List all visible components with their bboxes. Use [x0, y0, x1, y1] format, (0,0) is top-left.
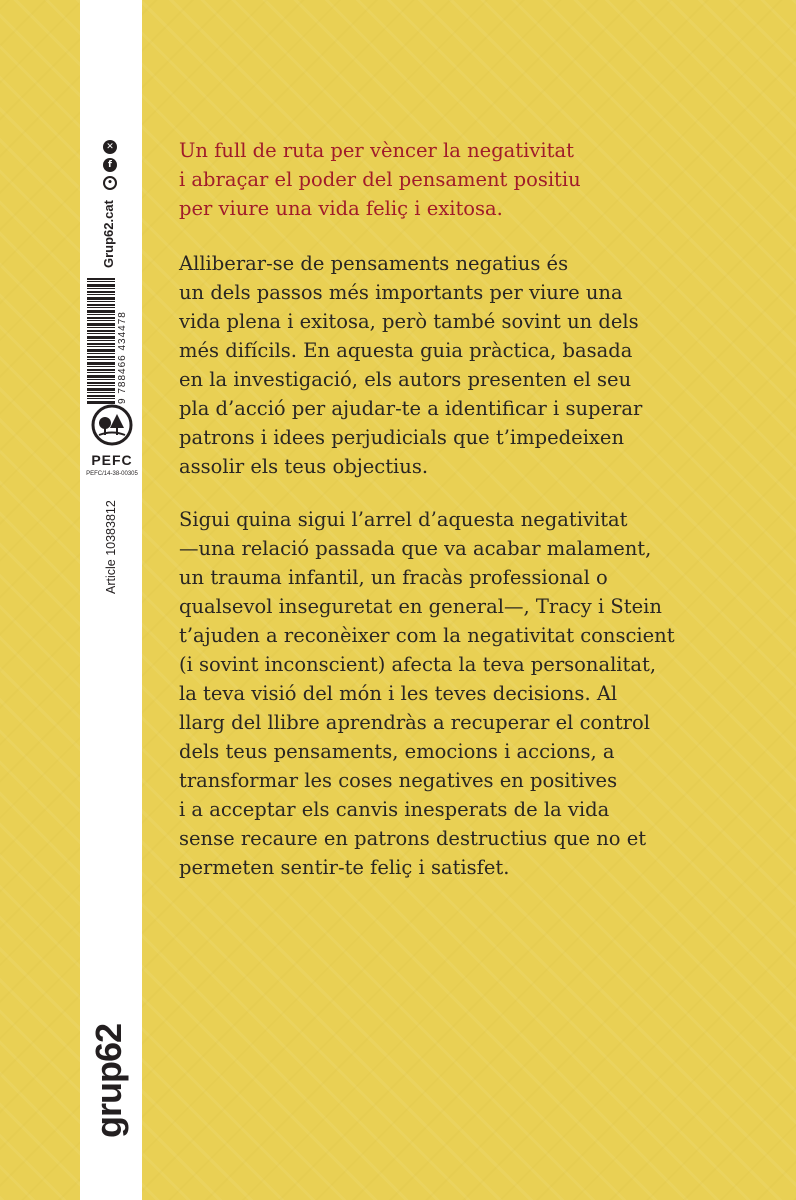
- paragraph-line: patrons i idees perjudicials que t’impedeixen: [179, 426, 625, 449]
- tagline-line: i abraçar el poder del pensament positiu: [179, 168, 581, 191]
- pefc-logo-icon: [91, 404, 133, 446]
- pefc-certification: [84, 404, 140, 484]
- paragraph-1: [179, 249, 779, 481]
- tagline: [179, 136, 779, 223]
- paragraph-line: dels teus pensaments, emocions i accions, a: [179, 740, 615, 763]
- article-number: Article 10383812: [104, 500, 118, 594]
- paragraph-line: i a acceptar els canvis inesperats de la vida: [179, 798, 610, 821]
- pefc-label: PEFC: [91, 452, 133, 468]
- facebook-icon: f: [103, 158, 117, 172]
- instagram-icon: •: [103, 176, 117, 190]
- barcode-bars: [87, 278, 115, 404]
- paragraph-line: un trauma infantil, un fracàs professional o: [179, 566, 608, 589]
- paragraph-line: pla d’acció per ajudar-te a identificar i superar: [179, 397, 643, 420]
- paragraph-line: llarg del llibre aprendràs a recuperar el control: [179, 711, 650, 734]
- left-cover-strip: [0, 0, 80, 1200]
- paragraph-line: qualsevol inseguretat en general—, Tracy i Stein: [179, 595, 662, 618]
- website-label: Grup62.cat: [101, 200, 116, 268]
- tagline-line: Un full de ruta per vèncer la negativitat: [179, 139, 574, 162]
- paragraph-line: un dels passos més importants per viure una: [179, 281, 623, 304]
- paragraph-line: t’ajuden a reconèixer com la negativitat conscient: [179, 624, 675, 647]
- paragraph-line: sense recaure en patrons destructius que no et: [179, 827, 647, 850]
- publisher-logo: grup62: [88, 1023, 129, 1138]
- paragraph-line: transformar les coses negatives en positives: [179, 769, 618, 792]
- x-icon: ✕: [103, 140, 117, 154]
- paragraph-line: (i sovint inconscient) afecta la teva personalitat,: [179, 653, 657, 676]
- paragraph-line: Sigui quina sigui l’arrel d’aquesta negativitat: [179, 508, 628, 531]
- paragraph-line: vida plena i exitosa, però també sovint un dels: [179, 310, 639, 333]
- paragraph-line: —una relació passada que va acabar malament,: [179, 537, 652, 560]
- paragraph-line: Alliberar-se de pensaments negatius és: [179, 252, 569, 275]
- barcode-digits: 9 788466 434478: [117, 311, 128, 404]
- isbn-barcode: [87, 278, 127, 404]
- paragraph-line: permeten sentir-te feliç i satisfet.: [179, 856, 510, 879]
- social-icons: [103, 140, 121, 190]
- paragraph-line: assolir els teus objectius.: [179, 455, 429, 478]
- paragraph-line: més difícils. En aquesta guia pràctica, basada: [179, 339, 633, 362]
- back-cover-text: [179, 136, 779, 906]
- pefc-code: PEFC/14-38-00305: [86, 471, 138, 477]
- paragraph-line: la teva visió del món i les teves decisions. Al: [179, 682, 618, 705]
- tagline-line: per viure una vida feliç i exitosa.: [179, 197, 503, 220]
- paragraph-2: [179, 505, 779, 882]
- social-block: [101, 140, 123, 270]
- paragraph-line: en la investigació, els autors presenten el seu: [179, 368, 632, 391]
